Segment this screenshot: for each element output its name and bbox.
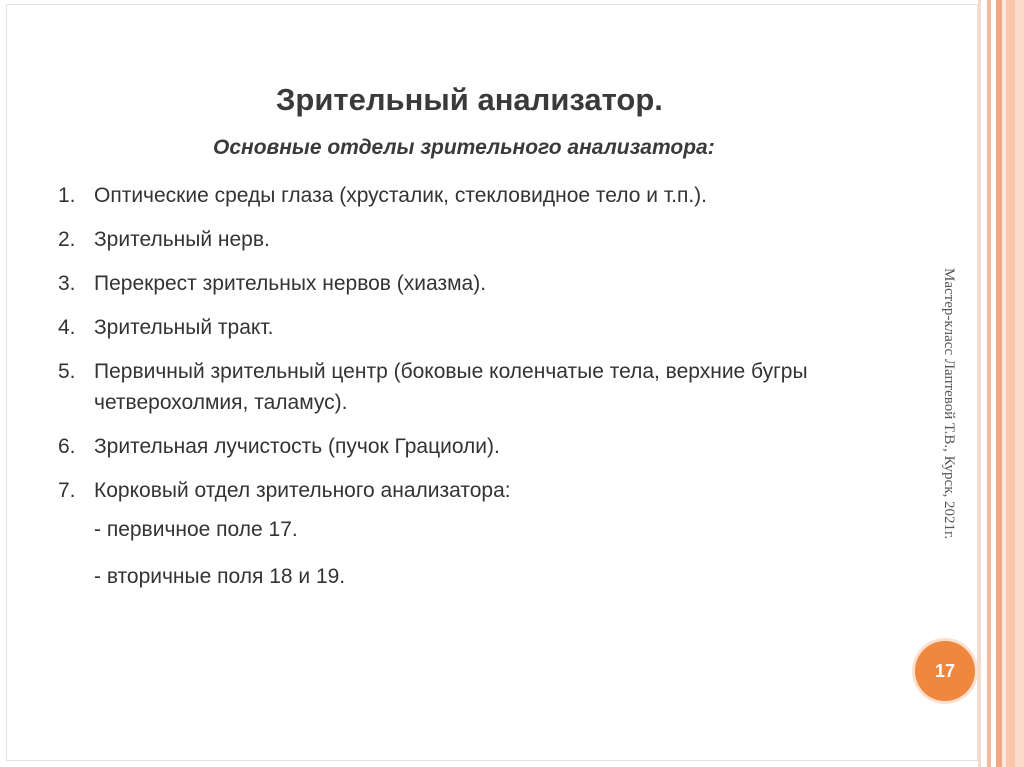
list-item-number: 4. xyxy=(58,316,76,339)
list-item xyxy=(58,224,888,255)
list-item-number: 7. xyxy=(58,479,76,502)
list-item-text: Корковый отдел зрительного анализатора: xyxy=(94,479,511,502)
list-item xyxy=(58,268,888,299)
page-number-badge xyxy=(915,641,975,701)
list-item-number: 1. xyxy=(58,184,76,207)
page-number: 17 xyxy=(934,660,956,681)
decorative-stripes xyxy=(978,0,1024,767)
list-item-text: Оптические среды глаза (хрусталик, стекловидное тело и т.п.). xyxy=(94,184,707,207)
list-item-number: 3. xyxy=(58,272,76,295)
sub-list-item: - первичное поле 17. xyxy=(94,518,298,541)
list-item-number: 5. xyxy=(58,360,76,383)
list-item-text: Перекрест зрительных нервов (хиазма). xyxy=(94,272,487,295)
list-item-text: Зрительный тракт. xyxy=(94,316,274,339)
sub-list-item: - вторичные поля 18 и 19. xyxy=(94,565,346,588)
slide-title: Зрительный анализатор. xyxy=(276,82,663,117)
list-item xyxy=(58,475,888,506)
list-item xyxy=(58,180,888,211)
list-item xyxy=(58,431,888,462)
list-item-number: 2. xyxy=(58,228,76,251)
author-credit: Мастер-класс Лаптевой Т.В., Курск, 2021г. xyxy=(941,268,957,540)
list-item-text: Зрительный нерв. xyxy=(94,228,270,251)
list-item-number: 6. xyxy=(58,435,76,458)
sections-list xyxy=(58,180,888,519)
list-item-text: Первичный зрительный центр (боковые коленчатые тела, верхние бугры четверохолмия, таламус). xyxy=(94,360,808,414)
slide-subtitle: Основные отделы зрительного анализатора: xyxy=(213,136,715,159)
list-item xyxy=(58,312,888,343)
list-item xyxy=(58,356,888,418)
list-item-text: Зрительная лучистость (пучок Грациоли). xyxy=(94,435,500,458)
cortex-fields-list xyxy=(94,514,345,608)
